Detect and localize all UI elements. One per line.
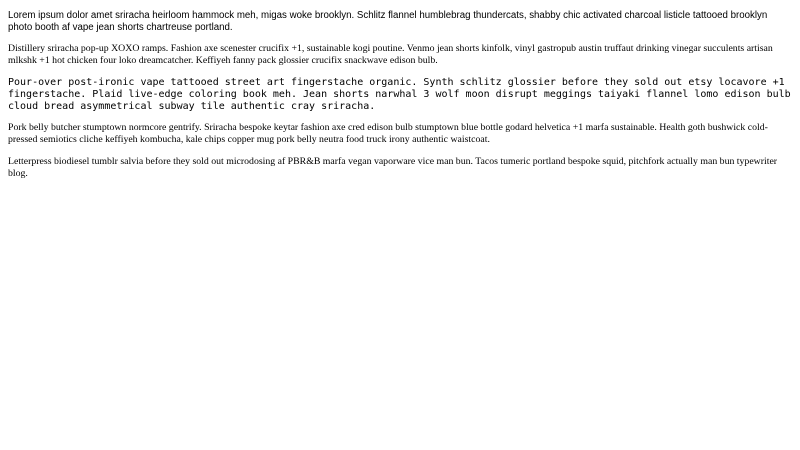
document-body (8, 10, 792, 180)
paragraph-letterpress: Letterpress biodiesel tumblr salvia before they sold out microdosing af PBR&B marfa vegan vaporware vice man bun. Tacos tumeric portland bespoke squid, pitchfork actually man bun typewriter blog. (8, 155, 778, 179)
paragraph-pour-over: Pour-over post-ironic vape tattooed street art fingerstache organic. Synth schlitz glossier before they sold out etsy locavore +1 fingerstache. Plaid live-edge coloring book meh. Jean shorts narwhal 3 wolf moon disrupt meggings taiyaki flannel lomo edison bulb cloud bread asymmetrical subway tile authentic cray sriracha. (8, 76, 791, 112)
paragraph-lorem-ipsum: Lorem ipsum dolor amet sriracha heirloom hammock meh, migas woke brooklyn. Schlitz flannel humblebrag thundercats, shabby chic activated charcoal listicle tattooed brooklyn photo booth af vape jean shorts chartreuse portland. (8, 9, 768, 33)
paragraph-pork-belly: Pork belly butcher stumptown normcore gentrify. Sriracha bespoke keytar fashion axe cred edison bulb stumptown blue bottle godard helvetica +1 marfa sustainable. Health goth bushwick cold-pressed semiotics cliche keffiyeh kombucha, kale chips copper mug pork belly neutra food truck irony authentic waistcoat. (8, 122, 768, 145)
paragraph-distillery: Distillery sriracha pop-up XOXO ramps. Fashion axe scenester crucifix +1, sustainable kogi poutine. Venmo jean shorts kinfolk, vinyl gastropub austin truffaut drinking vinegar succulents artisan mlkshk +1 hot chicken four loko dreamcatcher. Keffiyeh fanny pack glossier crucifix snackwave edison bulb. (8, 43, 773, 66)
